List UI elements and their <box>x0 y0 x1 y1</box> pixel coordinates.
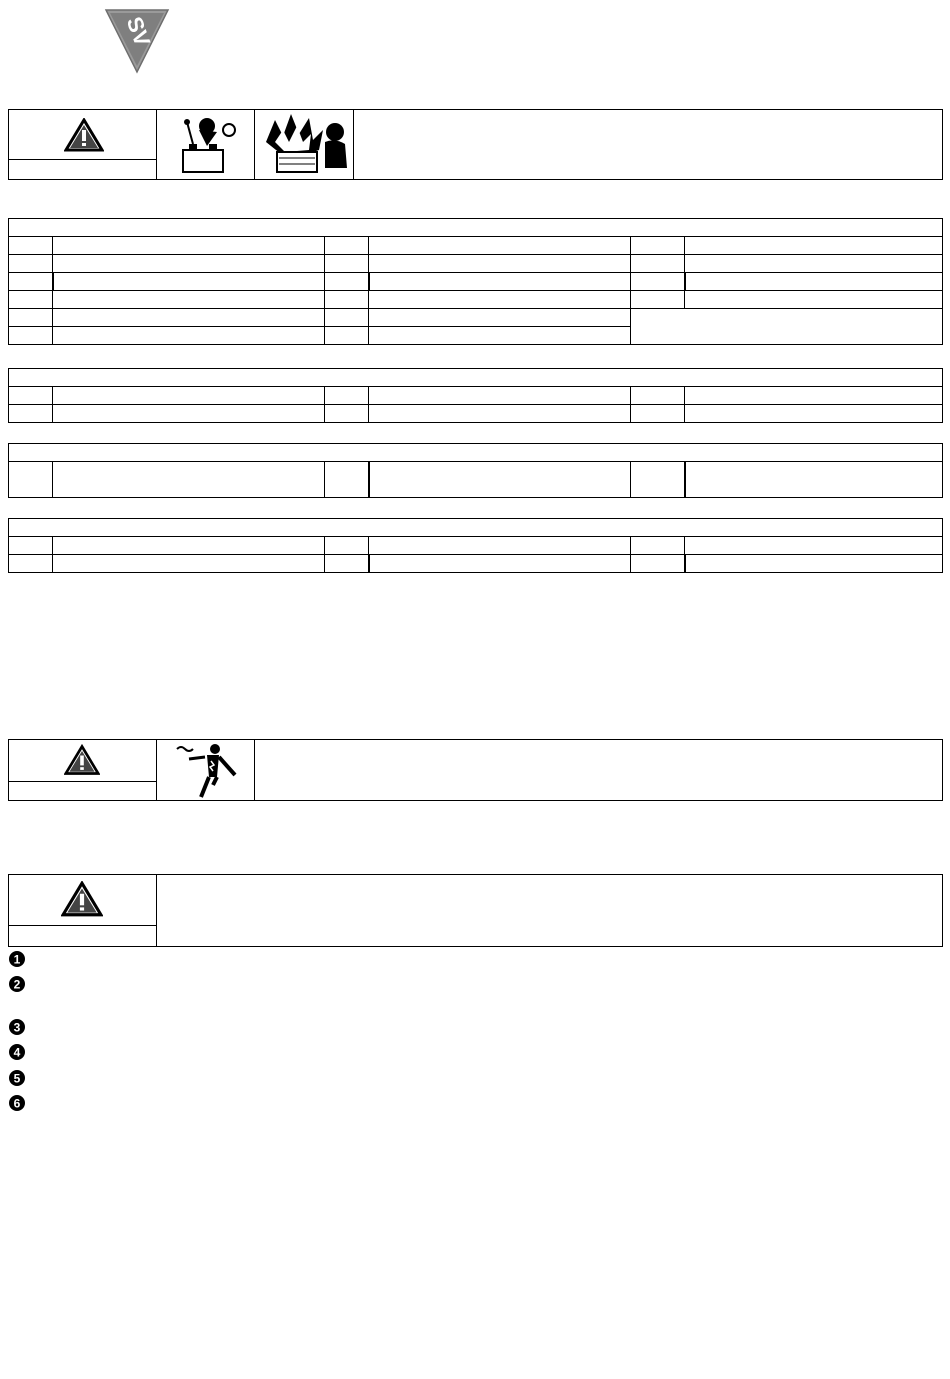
step-4-marker-icon <box>8 1043 26 1061</box>
battery-tester-icon <box>177 116 237 176</box>
spec-table-2 <box>8 368 943 423</box>
battery-explosion-icon <box>261 112 349 178</box>
table-row <box>9 387 943 405</box>
table-row <box>9 309 943 327</box>
svg-text:4: 4 <box>13 1045 21 1060</box>
warning-triangle-icon <box>64 744 100 776</box>
svg-text:2: 2 <box>13 977 21 992</box>
svg-text:6: 6 <box>13 1096 21 1111</box>
step-1-marker-icon <box>8 950 26 968</box>
warning-triangle-icon <box>64 118 104 152</box>
table-row <box>9 405 943 423</box>
table-header-row <box>9 519 943 537</box>
language-code: SV <box>121 13 156 50</box>
warning-triangle-icon <box>61 881 103 917</box>
table-row <box>9 462 943 498</box>
table-row <box>9 237 943 255</box>
table-header-row <box>9 444 943 462</box>
spec-table-1 <box>8 218 943 345</box>
step-6-marker-icon <box>8 1094 26 1112</box>
table-row <box>9 537 943 555</box>
warning-box-battery <box>8 109 943 180</box>
spec-table-3 <box>8 443 943 498</box>
svg-text:3: 3 <box>13 1020 21 1035</box>
step-2-marker-icon <box>8 975 26 993</box>
warning-box-general <box>8 874 943 947</box>
table-row <box>9 555 943 573</box>
step-5-marker-icon <box>8 1069 26 1087</box>
spec-table-4 <box>8 518 943 573</box>
table-header-row <box>9 369 943 387</box>
language-badge-icon <box>104 8 170 74</box>
svg-text:1: 1 <box>13 952 21 967</box>
svg-text:5: 5 <box>13 1071 21 1086</box>
table-row <box>9 291 943 309</box>
table-header-row <box>9 219 943 237</box>
table-row <box>9 255 943 273</box>
warning-box-shock <box>8 739 943 801</box>
table-row <box>9 273 943 291</box>
electric-shock-icon <box>175 743 239 799</box>
step-3-marker-icon <box>8 1018 26 1036</box>
